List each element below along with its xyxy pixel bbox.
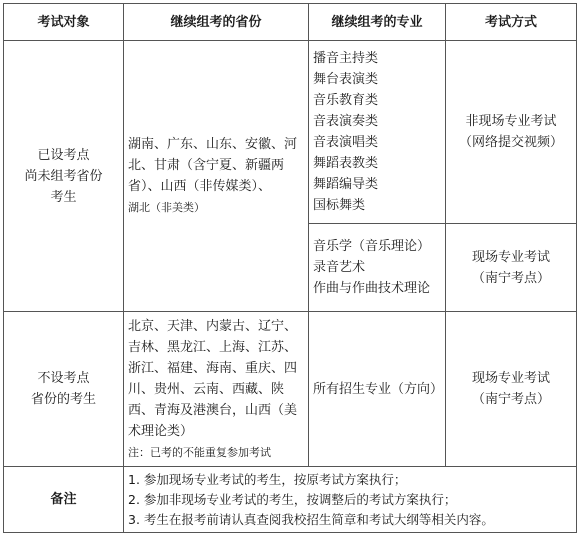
group2-provinces-note: 注：已考的不能重复参加考试 <box>128 445 271 459</box>
note-item: 3. 考生在报考前请认真查阅我校招生简章和考试大纲等相关内容。 <box>128 511 494 527</box>
notes-row <box>4 467 577 533</box>
table-row <box>4 312 577 467</box>
header-exam-target: 考试对象 <box>4 4 124 41</box>
group1-provinces-note: 湖北（非美类） <box>128 201 205 214</box>
group2-method: 现场专业考试 （南宁考点） <box>446 312 577 467</box>
group1-method-online: 非现场专业考试 （网络提交视频） <box>446 41 577 224</box>
group1-provinces: 湖南、广东、山东、安徽、河北、甘肃（含宁夏、新疆两省）、山西（非传媒类）、 湖北（非美类） <box>124 41 309 312</box>
header-provinces: 继续组考的省份 <box>124 4 309 41</box>
note-item: 1. 参加现场专业考试的考生，按原考试方案执行； <box>128 471 407 487</box>
group1-majors-onsite: 音乐学（音乐理论） 录音艺术 作曲与作曲技术理论 <box>309 224 446 312</box>
table-row <box>4 41 577 224</box>
group2-provinces: 北京、天津、内蒙古、辽宁、吉林、黑龙江、上海、江苏、浙江、福建、海南、重庆、四川、贵州、云南、西藏、陕西、青海及港澳台，山西（美术理论类） 注：已考的不能重复参加考试 <box>124 312 309 467</box>
notes-label: 备注 <box>4 467 124 533</box>
header-majors: 继续组考的专业 <box>309 4 446 41</box>
header-row <box>4 4 577 41</box>
group2-target: 不设考点 省份的考生 <box>4 312 124 467</box>
notes-content <box>124 467 577 533</box>
group1-majors-online: 播音主持类 舞台表演类 音乐教育类 音表演奏类 音表演唱类 舞蹈表教类 舞蹈编导类 国标舞类 <box>309 41 446 224</box>
note-item: 2. 参加非现场专业考试的考生，按调整后的考试方案执行； <box>128 491 457 507</box>
group1-target: 已设考点 尚未组考省份 考生 <box>4 41 124 312</box>
exam-arrangement-table <box>3 3 577 533</box>
group1-method-onsite: 现场专业考试 （南宁考点） <box>446 224 577 312</box>
header-exam-method: 考试方式 <box>446 4 577 41</box>
group2-majors: 所有招生专业（方向） <box>309 312 446 467</box>
